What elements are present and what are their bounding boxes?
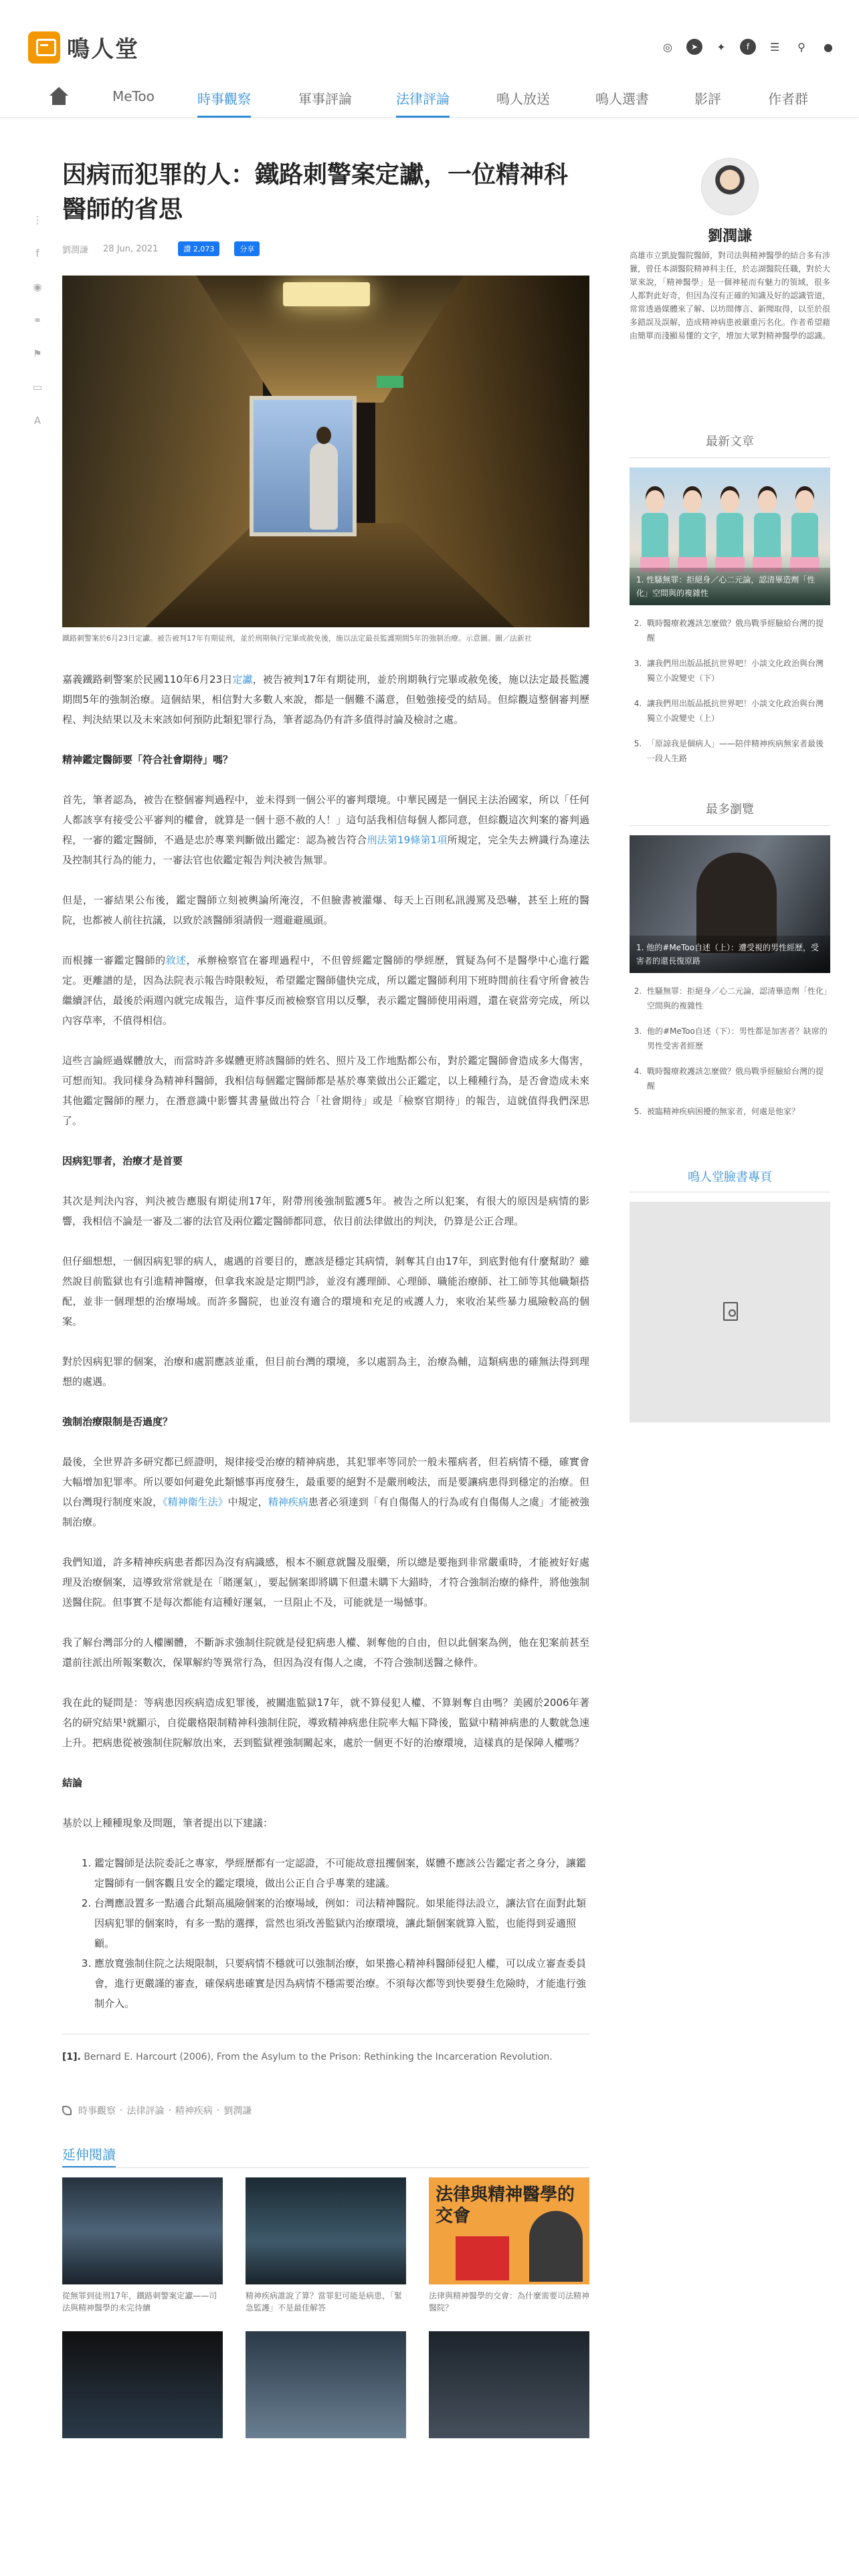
article-title: 因病而犯罪的人：鐵路刺警案定讞，一位精神科醫師的省思	[62, 161, 569, 223]
share-icon[interactable]: ⋮	[32, 214, 43, 226]
user-icon[interactable]: ●	[824, 40, 833, 53]
paragraph: 最後，全世界許多研究都已經證明，規律接受治療的精神病患，其犯罪率等同於一般未罹病者，但若病情不穩，確實會大幅增加犯罪率。所以要如何避免此類憾事再度發生，最重要的絕對不是嚴刑峻法，而是要讓病患得到穩定的治療。但以台灣現行制度來說，《精神衛生法》中規定，精神疾病患者必須達到「有自傷傷人的行為或有自傷傷人之虞」才能被強制治療。	[62, 1456, 589, 1528]
paragraph: 對於因病犯罪的個案，治療和處罰應該並重，但目前台灣的環境，多以處罰為主，治療為輔，這類病患的確無法得到理想的處遇。	[62, 1356, 589, 1388]
paragraph: 而根據一審鑑定醫師的敘述，承辦檢察官在審理過程中，不但曾經鑑定醫師的學經歷，質疑為何不是醫學中心進行鑑定。更離譜的是，因為法院表示報告時限較短，希望鑑定醫師儘快完成，所以鑑定醫師利用下班時間前往看守所會被告繼續評估，最後於兩週內就完成報告，這件事反而被檢察官用以反擊，表示鑑定醫師使用兩週，還在衰當旁完成，所以內容草率，不值得相信。	[62, 954, 589, 1027]
nav-item-metoo[interactable]: MeToo	[112, 88, 155, 104]
site-header	[0, 0, 859, 67]
paragraph: 這些言論經過媒體放大，而當時許多媒體更將該醫師的姓名、照片及工作地點都公布，對於鑑定醫師會造成多大傷害，可想而知。我同樣身為精神科醫師，我相信每個鑑定醫師都是基於專業做出公正鑑定，以上種種行為，是否會造成未來其他鑑定醫師的壓力，在潛意識中影響其書量做出符合「社會期待」或是「檢察官期待」的報告，這就值得我們深思了。	[62, 1055, 589, 1127]
related-article-title: 法律與精神醫學的交會：為什麼需要司法精神醫院？	[429, 2291, 589, 2313]
popular-feature-card[interactable]	[630, 835, 830, 973]
logo-icon	[28, 31, 60, 64]
tag-link[interactable]: 精神疾病	[175, 2106, 213, 2117]
related-article-thumbnail	[429, 2177, 589, 2284]
section-heading: 因病犯罪者，治療才是首要	[62, 1155, 183, 1167]
search-icon[interactable]: ⚲	[797, 40, 805, 53]
tag-link[interactable]: 劉潤謙	[223, 2106, 252, 2117]
tag-list: 時事觀察 · 法律評論 · 精神疾病 · 劉潤謙	[62, 2104, 589, 2117]
extended-reading-title: 延伸閱讀	[62, 2144, 116, 2167]
author-bio: 高雄市立凱旋醫院醫師，對司法與精神醫學的結合多有涉獵，曾任本湖醫院精神科主任，於志湖醫院任職，對於大眾來說，「精神醫學」是一個神秘而有魅力的領域，很多人都對此好奇，但因為沒有正確的知識及好的認識管道，常常透過媒體來了解、以坊間傳言、新聞取得，以至於很多錯誤及誤解，造成精神病患被嚴重污名化。作者希望藉由簡單而淺顯易懂的文字，增加大眾對精神醫學的認識。	[630, 251, 831, 340]
photo-caption: 鐵路刺警案於6月23日定讞。被告被判17年有期徒刑，並於刑期執行完畢或赦免後，施以法定最長監護期間5年的強制治療。示意圖。圖／法新社	[62, 634, 532, 643]
bookmark-icon[interactable]: ⚑	[33, 348, 42, 360]
inline-link[interactable]: 定讞	[232, 673, 253, 685]
article-date: 28 Jun, 2021	[103, 243, 159, 254]
list-item: 2. 台灣應設置多一點適合此類高風險個案的治療場域，例如：司法精神醫院。如果能得法設立，讓法官在面對此類因病犯罪的個案時，有多一點的選擇，當然也須改善監獄內治療環境，讓此類個案就算入監，也能得到妥適照顧。	[94, 1893, 589, 1953]
paragraph: 其次是判決內容，判決被告應服有期徒刑17年，附帶刑後強制監護5年。被告之所以犯案，有很大的原因是病情的影響，我相信不論是一審及二審的法官及兩位鑑定醫師都同意，依目前法律做出的判決，仍算是公正合理。	[62, 1195, 589, 1227]
paragraph: 我在此的疑問是：等病患因疾病造成犯罪後，被關進監獄17年，就不算侵犯人權、不算剝奪自由嗎？美國於2006年著名的研究結果¹就顯示，自從嚴格限制精神科強制住院，導致精神病患住院率大幅下降後，監獄中精神病患的人數就急速上升。把病患從被強制住院解放出來，丟到監獄裡強制關起來，處於一個更不好的治療環境，這樣真的是保障人權嗎？	[62, 1697, 589, 1749]
author-portrait	[529, 2211, 583, 2282]
latest-articles	[630, 432, 830, 776]
latest-articles-title: 最新文章	[706, 435, 754, 449]
nav-item-military[interactable]: 軍事評論	[298, 91, 352, 107]
nav-item-broadcast[interactable]: 鳴人放送	[496, 91, 550, 107]
facebook-share-icon[interactable]: f	[35, 247, 39, 259]
popular-feature-title: 1. 他的#MeToo自述（上）：遭受視的男性經歷，受害者的還長復原路	[630, 936, 830, 973]
section-heading: 強制治療限制是否過度？	[62, 1416, 173, 1428]
inline-link[interactable]: 《精神衛生法》	[163, 1496, 228, 1508]
facebook-page-title: 鳴人堂臉書專頁	[688, 1170, 772, 1184]
list-item[interactable]: 3. 讓我們用出版品抵抗世界吧！小談文化政治與台灣獨立小說變史（下）	[644, 656, 830, 685]
nav-item-film[interactable]: 影評	[694, 91, 721, 107]
article-body	[62, 669, 589, 2438]
inline-link[interactable]: 敘述	[165, 954, 187, 966]
main-nav	[0, 79, 859, 118]
list-item[interactable]: 2. 戰時醫療救護該怎麼做？俄烏戰爭經驗給台灣的提醒	[644, 616, 830, 645]
nav-item-books[interactable]: 鳴人選書	[595, 91, 649, 107]
inline-link[interactable]: 刑法第19條第1項	[367, 834, 448, 846]
related-article-thumbnail	[62, 2177, 223, 2284]
tag-link[interactable]: 法律評論	[126, 2106, 165, 2117]
paragraph: 我了解台灣部分的人權團體，不斷訴求強制住院就是侵犯病患人權、剝奪他的自由，但以此個案為例，他在犯案前甚至還前往派出所報案數次，保單解約等異常行為，但因為沒有傷人之虞，不符合強制送醫之條件。	[62, 1636, 589, 1669]
related-article-thumbnail	[62, 2331, 223, 2438]
link-copy-icon[interactable]: ⚭	[33, 314, 42, 326]
facebook-page-embed[interactable]	[630, 1202, 830, 1422]
reference: [1]. Bernard E. Harcourt (2006), From the Asylum to the Prison: Rethinking the Incarceration Revolution.	[62, 2052, 553, 2062]
section-heading: 結論	[62, 1777, 83, 1789]
article	[62, 158, 589, 2438]
article-author[interactable]: 劉潤謙	[62, 245, 89, 255]
paragraph: 但是，一審結果公布後，鑑定醫師立刻被輿論所淹沒，不但臉書被灌爆、每天上百則私訊謾罵及恐嚇，甚至上班的醫院，也都被人前往抗議，以致於該醫師須請假一週避避風頭。	[62, 894, 589, 926]
author-name[interactable]: 劉潤謙	[707, 228, 752, 245]
list-item: 1. 鑑定醫師是法院委託之專家，學經歷都有一定認證，不可能故意扭攫個案，媒體不應該公告鑑定者之身分，讓鑑定醫師有一個客觀且安全的鑑定環境，做出公正自合乎專業的建議。	[94, 1853, 589, 1893]
tag-icon	[62, 2106, 72, 2115]
nav-item-law[interactable]: 法律評論	[396, 88, 450, 118]
paragraph: 基於以上種種現象及問題，筆者提出以下建議：	[62, 1817, 274, 1829]
latest-feature-title: 1. 性騷無罪：拒絕身／心二元論，認清畢造劑「性化」空間與的複雜性	[630, 568, 830, 605]
facebook-like-button[interactable]: 讚 2,073	[178, 241, 219, 256]
broken-image-icon	[723, 1302, 738, 1321]
list-item[interactable]: 2. 性騷無罪：拒絕身／心二元論，認清畢造劑「性化」空間與的複雜性	[644, 984, 830, 1013]
list-item[interactable]: 3. 他的#MeToo自述（下）：男性都是加害者？缺席的男性受害者經歷	[644, 1024, 830, 1053]
facebook-icon[interactable]: f	[740, 39, 756, 55]
related-article-thumbnail	[246, 2177, 406, 2284]
related-article-card[interactable]	[429, 2331, 589, 2438]
related-article-title: 精神疾病誰說了算？當罪犯可能是病患，「緊急監護」不是最佳解答	[246, 2291, 403, 2313]
twitter-icon[interactable]: ✦	[717, 40, 726, 53]
related-article-title: 從無罪到徒刑17年，鐵路刺警案定讞——司法與精神醫學的未完待續	[62, 2291, 217, 2313]
related-article-card[interactable]	[62, 2177, 223, 2314]
menu-icon[interactable]: ☰	[769, 40, 780, 53]
instagram-icon[interactable]: ◎	[663, 40, 672, 53]
latest-feature-card[interactable]	[630, 467, 830, 605]
list-item: 3. 應放寬強制住院之法規限制，只要病情不穩就可以強制治療，如果擔心精神科醫師侵犯人權，可以成立審查委員會，進行更嚴謹的審查，確保病患確實是因為病情不穩需要治療。不須每次都等到快要發生危險時，才能進行強制介入。	[94, 1953, 589, 2014]
recommendation-list	[81, 1853, 589, 2014]
line-share-icon[interactable]: ◉	[33, 281, 42, 293]
home-icon[interactable]	[48, 87, 70, 107]
paragraph: 但仔細想想，一個因病犯罪的病人，處遇的首要目的，應該是穩定其病情，剝奪其自由17年，到底對他有什麼幫助？雖然說目前監獄也有引進精神醫療，但拿我來說是定期門診，並沒有護理師、心理師、職能治療師、社工師等其他職類搭配，並非一個理想的治療場域。而許多醫院，也並沒有適合的環境和充足的戒護人力，來收治某些暴力風險較高的個案。	[62, 1255, 589, 1327]
doorway	[250, 396, 357, 536]
telegram-icon[interactable]: ➤	[686, 39, 702, 55]
author-avatar[interactable]	[701, 158, 759, 215]
related-article-thumbnail	[246, 2331, 406, 2438]
logo-text: 鳴人堂	[67, 36, 139, 63]
latest-list	[630, 616, 830, 766]
popular-list	[630, 984, 830, 1119]
facebook-page-widget	[630, 1168, 830, 1422]
site-logo[interactable]	[28, 31, 139, 64]
ceiling-light	[283, 282, 370, 306]
exit-sign	[377, 376, 403, 388]
related-article-card[interactable]	[246, 2177, 406, 2314]
article-meta	[62, 241, 589, 257]
tag-link[interactable]: 時事觀察	[78, 2106, 116, 2117]
related-article-card[interactable]	[429, 2177, 589, 2314]
list-item[interactable]: 4. 戰時醫療救護該怎麼做？俄烏戰爭經驗給台灣的提醒	[644, 1064, 830, 1093]
paragraph: 我們知道，許多精神疾病患者都因為沒有病識感，根本不願意就醫及服藥，所以總是要拖到非常嚴重時，才能被好好處理及治療個案，這導致常常就是在「賭運氣」，要起個案即將購下但還未購下大錯時，才符合強制治療的條件，將他強制送醫住院。但事實不是每次都能有這種好運氣，一旦阻止不及，可能就是一場憾事。	[62, 1556, 589, 1608]
section-heading: 精神鑑定醫師要「符合社會期待」嗎？	[62, 754, 233, 766]
social-links	[660, 39, 836, 55]
patient-figure	[310, 443, 338, 530]
most-viewed-title: 最多瀏覽	[706, 802, 754, 817]
most-viewed	[630, 800, 830, 1130]
list-item[interactable]: 4. 讓我們用出版品抵抗世界吧！小談文化政治與台灣獨立小說變史（上）	[644, 696, 830, 726]
related-article-card[interactable]	[62, 2331, 223, 2438]
nav-item-authors[interactable]: 作者群	[768, 91, 808, 107]
list-item[interactable]: 5. 「原諒我是個病人」——陪伴精神疾病無家者最後一段人生路	[644, 736, 830, 766]
paragraph: 嘉義鐵路刺警案於民國110年6月23日定讞，被告被判17年有期徒刑，並於刑期執行完畢或赦免後，施以法定最長監護期間5年的強制治療。這個結果，相信對大多數人來說，都是一個難不滿意，但勉強接受的結局。但綜觀這整個審判歷程、判決結果以及未來該如何預防此類犯罪行為，筆者認為仍有許多值得討論及檢討之處。	[62, 673, 589, 726]
related-article-card[interactable]	[246, 2331, 406, 2438]
comment-icon[interactable]: ▭	[32, 381, 43, 393]
inline-link[interactable]: 精神疾病	[268, 1496, 308, 1508]
article-photo	[62, 276, 589, 627]
extended-reading-grid	[62, 2177, 589, 2438]
facebook-share-button[interactable]: 分享	[234, 241, 260, 256]
book-cover-title: 法律與精神醫學的交會	[436, 2185, 575, 2226]
list-item[interactable]: 5. 被臨精神疾病困擾的無家者，何處是他家？	[644, 1104, 830, 1119]
related-article-thumbnail	[429, 2331, 589, 2438]
font-size-icon[interactable]: A	[33, 415, 41, 427]
paragraph: 首先，筆者認為，被告在整個審判過程中，並未得到一個公平的審判環境。中華民國是一個民主法治國家，所以「任何人都該享有接受公平審判的權會，就算是一個十惡不赦的人！」這句話我相信每個人都同意，但綜觀這次判案的審判過程，一審的鑑定醫師，不過是忠於專業判斷做出鑑定：認為被告符合刑法第19條第1項所規定，完全失去辨識行為違法及控制其行為的能力，一審法官也依鑑定報告判決被告無罪。	[62, 794, 589, 866]
nav-item-current-affairs[interactable]: 時事觀察	[197, 88, 251, 118]
